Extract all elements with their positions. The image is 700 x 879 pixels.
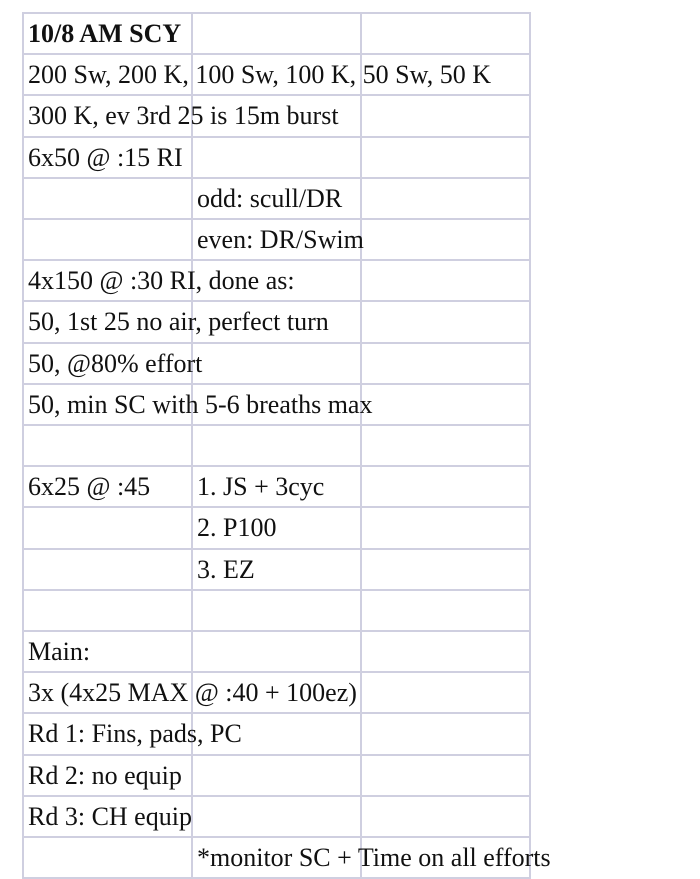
table-row — [0, 301, 700, 342]
table-row — [0, 178, 700, 219]
cell-col-a[interactable]: 6x50 @ :15 RI — [28, 142, 183, 172]
cell-col-b[interactable]: odd: scull/DR — [197, 183, 343, 213]
table-row — [0, 13, 700, 54]
table-row — [0, 796, 700, 837]
cell-col-b[interactable]: 2. P100 — [197, 513, 277, 543]
cell-col-b[interactable]: *monitor SC + Time on all efforts — [197, 843, 551, 872]
cell-col-a[interactable]: 4x150 @ :30 RI, done as: — [28, 266, 295, 296]
table-row — [0, 837, 700, 878]
cell-col-a[interactable]: 300 K, ev 3rd 25 is 15m burst — [28, 101, 339, 131]
cell-col-a[interactable]: Rd 1: Fins, pads, PC — [28, 719, 242, 749]
table-row — [0, 755, 700, 796]
table-row — [0, 384, 700, 425]
cell-col-a[interactable]: 50, @80% effort — [28, 348, 203, 378]
table-row — [0, 137, 700, 178]
table-row — [0, 260, 700, 301]
table-row — [0, 54, 700, 95]
table-row — [0, 95, 700, 136]
table-row — [0, 507, 700, 548]
cell-col-a[interactable]: Rd 3: CH equip — [28, 801, 192, 831]
table-row — [0, 425, 700, 466]
cell-col-a[interactable]: Rd 2: no equip — [28, 760, 182, 790]
table-row — [0, 713, 700, 754]
cell-col-b[interactable]: 3. EZ — [197, 554, 255, 584]
table-row — [0, 549, 700, 590]
cell-col-a[interactable]: 6x25 @ :45 — [28, 472, 151, 502]
cell-col-a[interactable]: 3x (4x25 MAX @ :40 + 100ez) — [28, 678, 357, 708]
table-row — [0, 219, 700, 260]
table-row — [0, 590, 700, 631]
table-row — [0, 466, 700, 507]
cell-col-a[interactable]: 200 Sw, 200 K, 100 Sw, 100 K, 50 Sw, 50 K — [28, 60, 491, 90]
cell-col-a[interactable]: Main: — [28, 637, 91, 666]
cell-col-b[interactable]: even: DR/Swim — [197, 225, 364, 254]
table-row — [0, 343, 700, 384]
cell-col-a[interactable]: 50, 1st 25 no air, perfect turn — [28, 307, 329, 337]
table-row — [0, 631, 700, 672]
cell-col-b[interactable]: 1. JS + 3cyc — [197, 472, 325, 502]
table-row — [0, 672, 700, 713]
cell-col-a[interactable]: 50, min SC with 5-6 breaths max — [28, 389, 373, 419]
cell-col-a[interactable]: 10/8 AM SCY — [28, 19, 182, 48]
